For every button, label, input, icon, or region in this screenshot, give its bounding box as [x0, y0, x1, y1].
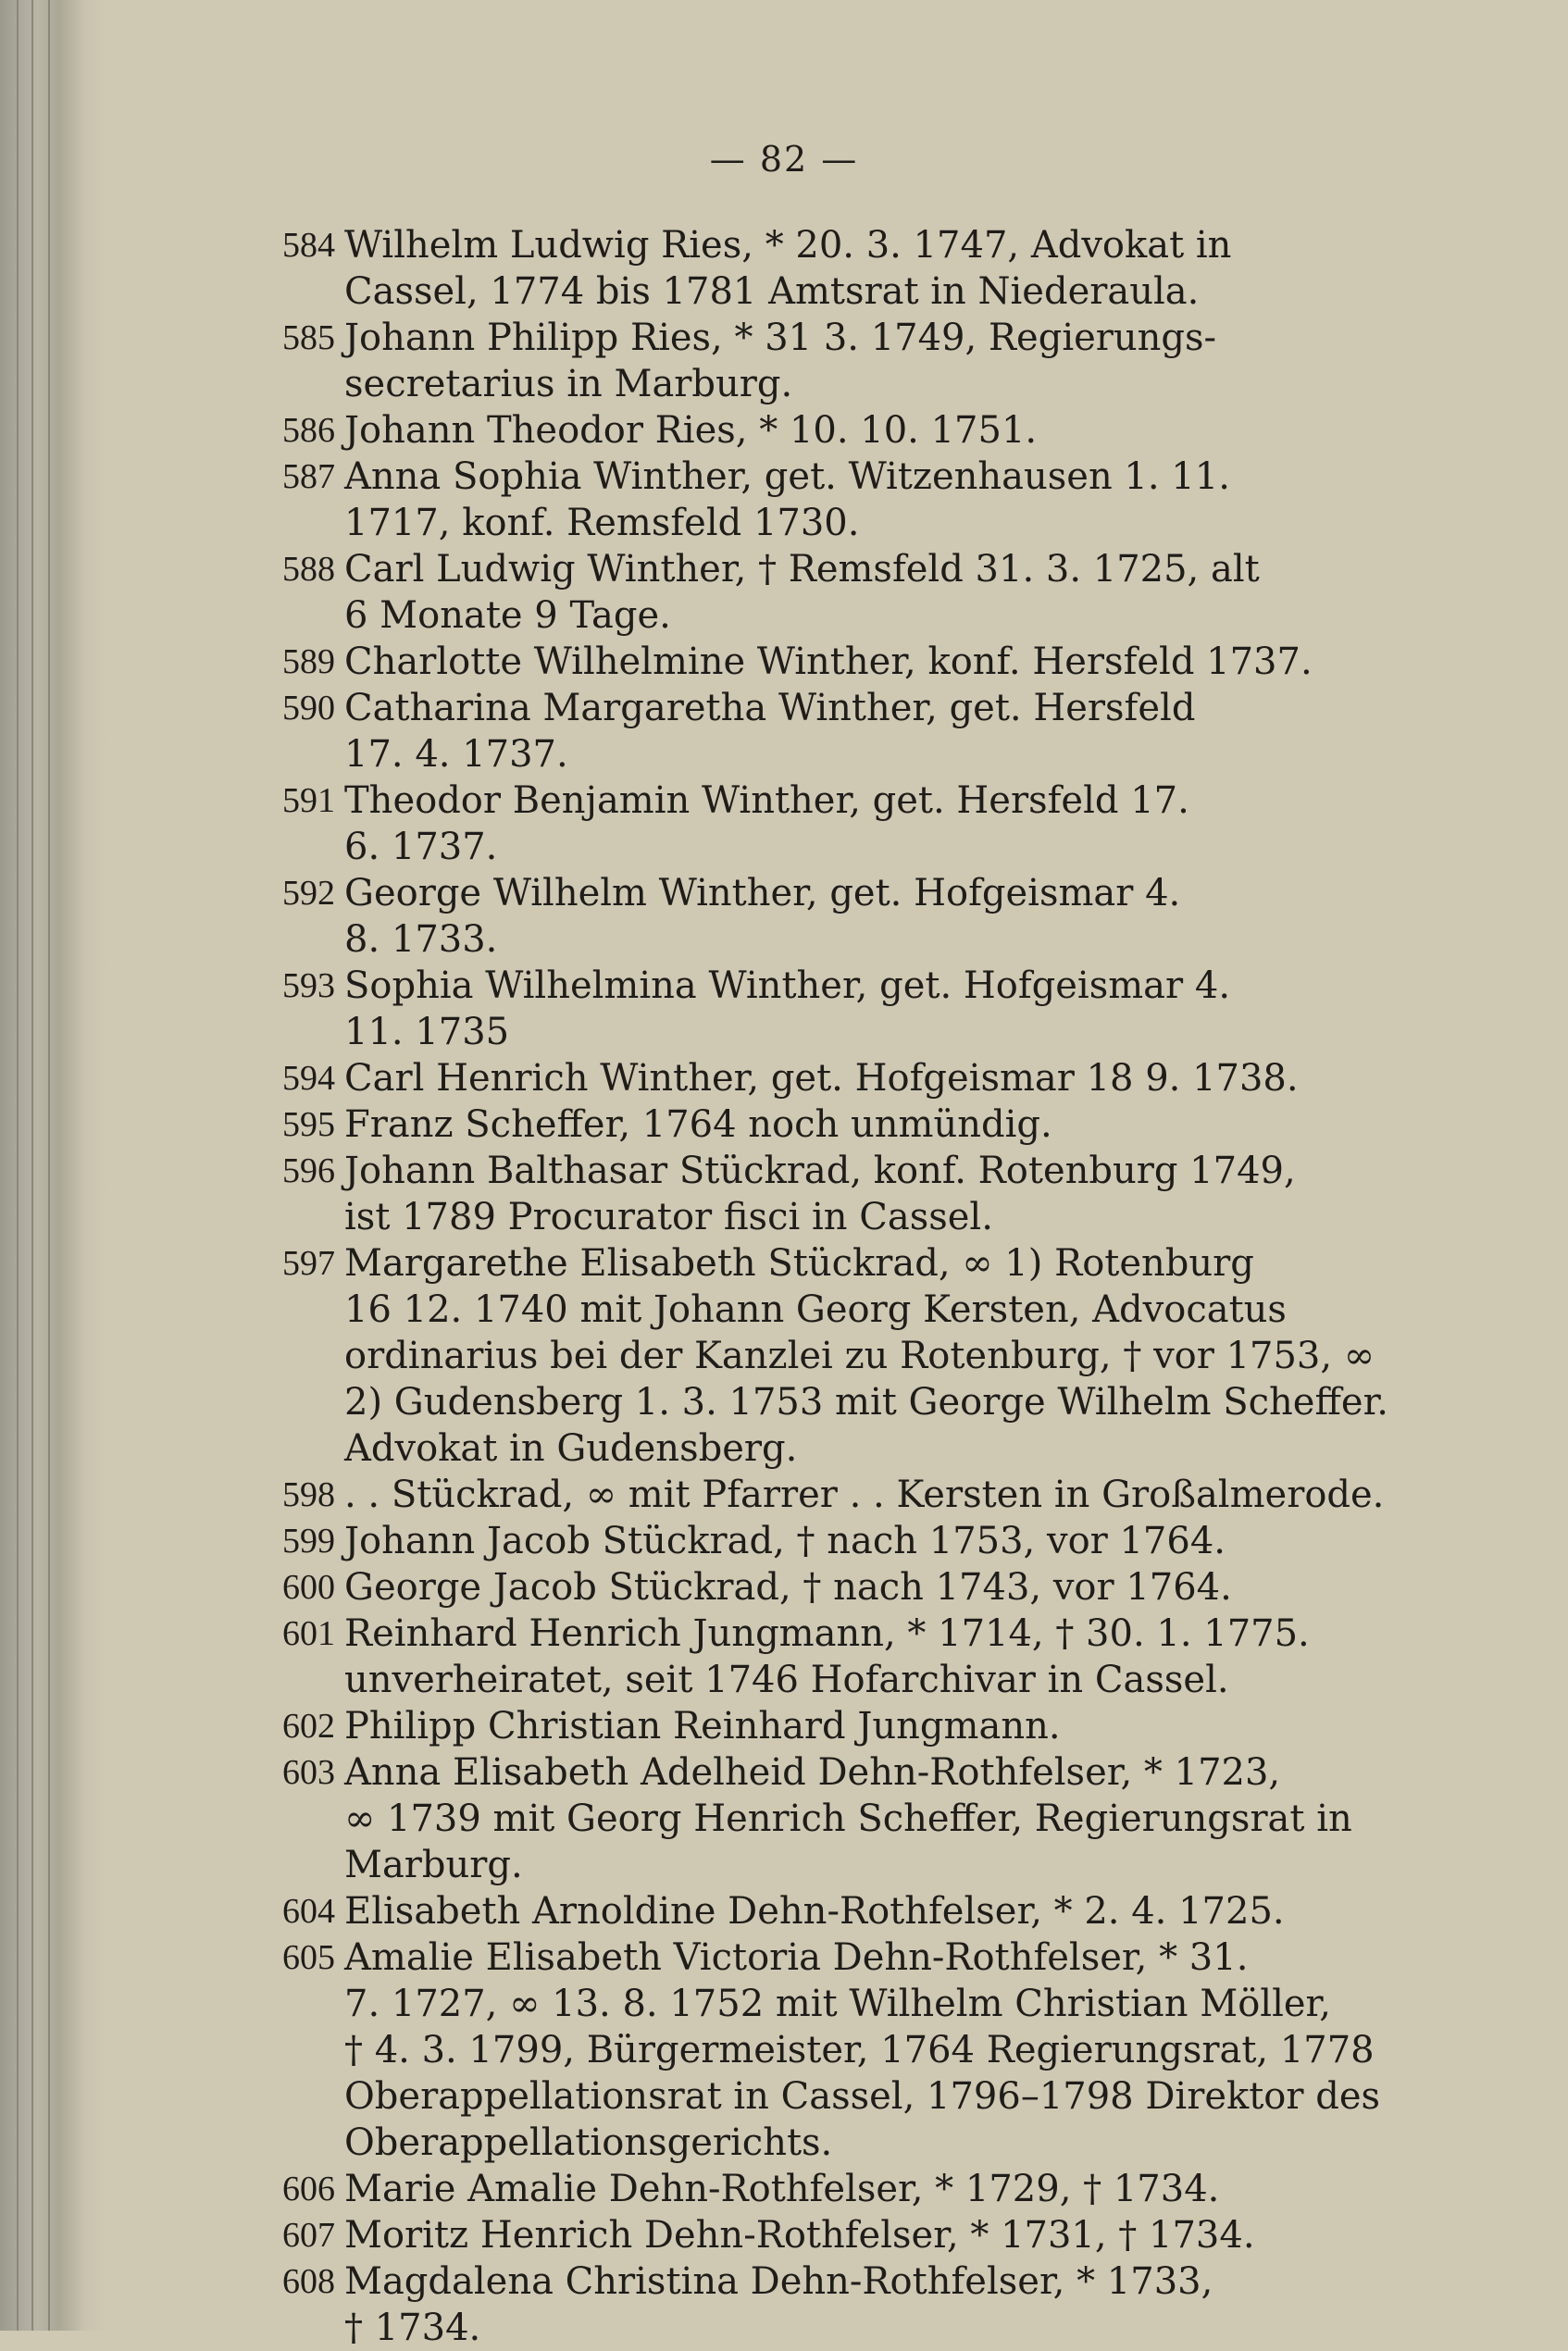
- entry-text-line: 2) Gudensberg 1. 3. 1753 mit George Wilhelm Scheffer.: [344, 1381, 1389, 1424]
- entry-text-line: † 1734.: [344, 2307, 481, 2349]
- entry-586: [282, 407, 1464, 454]
- entry-text-line: Theodor Benjamin Winther, get. Hersfeld 17.: [344, 779, 1189, 822]
- entry-text-line: Johann Theodor Ries, * 10. 10. 1751.: [344, 409, 1038, 452]
- entry-number: 595: [282, 1105, 335, 1144]
- entry-589: [282, 639, 1464, 685]
- entry-text-line: . . Stückrad, ∞ mit Pfarrer . . Kersten in Großalmerode.: [344, 1474, 1385, 1516]
- entry-number: 592: [282, 874, 335, 913]
- entry-text-line: Johann Philipp Ries, * 31 3. 1749, Regierungs-: [344, 317, 1217, 359]
- entry-text-line: Margarethe Elisabeth Stückrad, ∞ 1) Rotenburg: [344, 1242, 1254, 1285]
- entry-text-line: Marie Amalie Dehn-Rothfelser, * 1729, † 1734.: [344, 2168, 1220, 2210]
- entry-text-line: George Wilhelm Winther, get. Hofgeismar 4.: [344, 872, 1181, 914]
- entry-595: [282, 1101, 1464, 1148]
- entry-text-line: Oberappellationsgerichts.: [344, 2121, 833, 2164]
- entry-text-line: Anna Elisabeth Adelheid Dehn-Rothfelser, * 1723,: [344, 1751, 1281, 1794]
- entry-number: 594: [282, 1059, 335, 1098]
- entry-text-line: Elisabeth Arnoldine Dehn-Rothfelser, * 2. 4. 1725.: [344, 1890, 1285, 1933]
- entry-number: 600: [282, 1568, 335, 1607]
- entry-601: [282, 1611, 1464, 1703]
- entry-text-line: Carl Henrich Winther, get. Hofgeismar 18 9. 1738.: [344, 1057, 1299, 1100]
- entry-text-line: Anna Sophia Winther, get. Witzenhausen 1. 11.: [344, 455, 1230, 498]
- entry-607: [282, 2212, 1464, 2258]
- entry-text-line: Johann Balthasar Stückrad, konf. Rotenburg 1749,: [344, 1150, 1296, 1192]
- genealogy-entries: [282, 222, 1464, 2351]
- entry-text-line: secretarius in Marburg.: [344, 363, 793, 405]
- entry-594: [282, 1055, 1464, 1101]
- entry-number: 608: [282, 2262, 335, 2301]
- entry-text-line: Oberappellationsrat in Cassel, 1796–1798 Direktor des: [344, 2075, 1381, 2118]
- entry-number: 586: [282, 411, 335, 450]
- entry-text-line: George Jacob Stückrad, † nach 1743, vor 1764.: [344, 1566, 1232, 1609]
- entry-text-line: 1717, konf. Remsfeld 1730.: [344, 502, 860, 544]
- entry-text-line: ist 1789 Procurator fisci in Cassel.: [344, 1196, 993, 1238]
- entry-606: [282, 2166, 1464, 2212]
- entry-number: 607: [282, 2216, 335, 2255]
- entry-584: [282, 222, 1464, 315]
- entry-number: 596: [282, 1151, 335, 1190]
- entry-text-line: Sophia Wilhelmina Winther, get. Hofgeismar 4.: [344, 964, 1231, 1007]
- entry-text-line: Advokat in Gudensberg.: [344, 1427, 798, 1470]
- entry-number: 606: [282, 2170, 335, 2208]
- entry-number: 585: [282, 318, 335, 357]
- entry-591: [282, 777, 1464, 870]
- entry-text-line: ordinarius bei der Kanzlei zu Rotenburg, † vor 1753, ∞: [344, 1335, 1375, 1377]
- entry-text-line: Reinhard Henrich Jungmann, * 1714, † 30. 1. 1775.: [344, 1612, 1310, 1655]
- entry-598: [282, 1472, 1464, 1518]
- entry-597: [282, 1240, 1464, 1472]
- entry-number: 605: [282, 1938, 335, 1977]
- entry-number: 603: [282, 1753, 335, 1792]
- entry-text-line: Cassel, 1774 bis 1781 Amtsrat in Niederaula.: [344, 270, 1200, 313]
- entry-number: 587: [282, 457, 335, 496]
- entry-text-line: ∞ 1739 mit Georg Henrich Scheffer, Regierungsrat in: [344, 1797, 1352, 1840]
- entry-text-line: unverheiratet, seit 1746 Hofarchivar in Cassel.: [344, 1659, 1229, 1701]
- entry-text-line: Magdalena Christina Dehn-Rothfelser, * 1733,: [344, 2260, 1213, 2303]
- entry-number: 591: [282, 781, 335, 820]
- entry-number: 590: [282, 689, 335, 728]
- entry-604: [282, 1888, 1464, 1934]
- entry-603: [282, 1749, 1464, 1888]
- entry-text-line: 6. 1737.: [344, 826, 498, 868]
- entry-number: 584: [282, 226, 335, 265]
- entry-text-line: Franz Scheffer, 1764 noch unmündig.: [344, 1103, 1052, 1146]
- entry-text-line: Wilhelm Ludwig Ries, * 20. 3. 1747, Advokat in: [344, 224, 1232, 267]
- entry-text-line: 7. 1727, ∞ 13. 8. 1752 mit Wilhelm Christian Möller,: [344, 1983, 1331, 2025]
- entry-text-line: 6 Monate 9 Tage.: [344, 594, 671, 637]
- entry-text-line: 11. 1735: [344, 1011, 510, 1053]
- entry-text-line: Charlotte Wilhelmine Winther, konf. Hersfeld 1737.: [344, 641, 1313, 683]
- entry-585: [282, 315, 1464, 407]
- entry-text-line: Carl Ludwig Winther, † Remsfeld 31. 3. 1725, alt: [344, 548, 1260, 591]
- entry-593: [282, 963, 1464, 1055]
- entry-number: 599: [282, 1522, 335, 1561]
- entry-text-line: Amalie Elisabeth Victoria Dehn-Rothfelser, * 31.: [344, 1936, 1249, 1979]
- entry-608: [282, 2258, 1464, 2351]
- page-number: — 82 —: [709, 139, 859, 180]
- entry-588: [282, 546, 1464, 639]
- entry-number: 598: [282, 1475, 335, 1514]
- entry-text-line: 17. 4. 1737.: [344, 733, 568, 776]
- entry-599: [282, 1518, 1464, 1564]
- entry-587: [282, 454, 1464, 546]
- entry-text-line: Philipp Christian Reinhard Jungmann.: [344, 1705, 1061, 1748]
- entry-text-line: † 4. 3. 1799, Bürgermeister, 1764 Regierungsrat, 1778: [344, 2029, 1375, 2071]
- entry-text-line: 16 12. 1740 mit Johann Georg Kersten, Advocatus: [344, 1288, 1287, 1331]
- entry-number: 589: [282, 642, 335, 681]
- entry-text-line: Marburg.: [344, 1844, 523, 1886]
- entry-602: [282, 1703, 1464, 1749]
- book-binding: [0, 0, 106, 2331]
- entry-number: 597: [282, 1244, 335, 1283]
- entry-590: [282, 685, 1464, 777]
- entry-text-line: Johann Jacob Stückrad, † nach 1753, vor 1764.: [344, 1520, 1226, 1562]
- entry-number: 593: [282, 966, 335, 1005]
- entry-605: [282, 1934, 1464, 2166]
- entry-592: [282, 870, 1464, 963]
- entry-text-line: Moritz Henrich Dehn-Rothfelser, * 1731, † 1734.: [344, 2214, 1255, 2257]
- entry-number: 601: [282, 1614, 335, 1653]
- entry-number: 602: [282, 1707, 335, 1746]
- entry-text-line: 8. 1733.: [344, 918, 498, 961]
- entry-596: [282, 1148, 1464, 1240]
- entry-number: 588: [282, 550, 335, 589]
- entry-600: [282, 1564, 1464, 1611]
- entry-text-line: Catharina Margaretha Winther, get. Hersfeld: [344, 687, 1196, 729]
- entry-number: 604: [282, 1892, 335, 1931]
